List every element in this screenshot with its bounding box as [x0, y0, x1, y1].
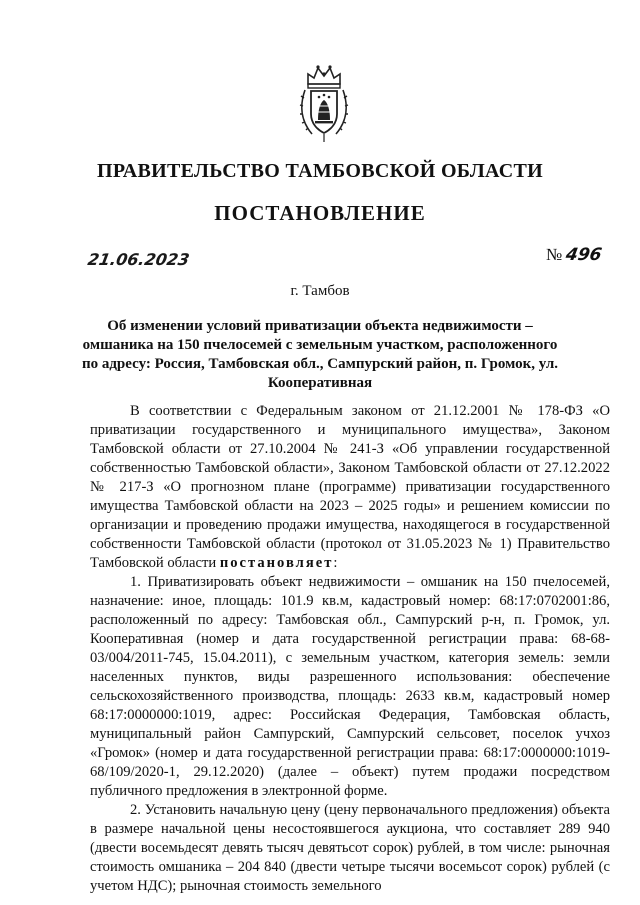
document-type: ПОСТАНОВЛЕНИЕ — [214, 201, 426, 225]
preamble-paragraph: В соответствии с Федеральным законом от 21.12.2001 № 178-ФЗ «О приватизации государственного и муниципального имущества», Законом Тамбовской области от 27.10.2004 № 241-З «Об управлении государственной собственностью Тамбовской области», Законом Тамбовской области от 27.12.2022 № 217-З «О прогнозном плане (программе) приватизации государственного имущества Тамбовской области на 2023 – 2025 годы» и решением комиссии по организации и проведению продажи имущества, находящегося в государственной собственности Тамбовской области (протокол от 31.05.2023 № 1) Правительство Тамбовской области постановляет: — [90, 403, 610, 571]
government-title: ПРАВИТЕЛЬСТВО ТАМБОВСКОЙ ОБЛАСТИ — [96, 160, 544, 182]
document-subject: Об изменении условий приватизации объекта недвижимости – омшаника на 150 пчелосемей с земельным участком, расположенного по адресу: Россия, Тамбовская обл., Сампурский район, п. Громок, ул. Кооперативная — [81, 318, 559, 391]
point-2-paragraph: 2. Установить начальную цену (цену первоначального предложения) объекта в размере начальной цены несостоявшегося аукциона, что составляет 289 940 (двести восемьдесят девять тысяч девятьсот сорок) рублей, в том числе: рыночная стоимость омшаника – 204 840 (двести четыре тысячи восемьсот сорок) рублей (с учетом НДС); рыночная стоимость земельного — [90, 802, 610, 894]
decree-word: постановляет — [219, 555, 334, 571]
preamble-text: В соответствии с Федеральным законом от 21.12.2001 № 178-ФЗ «О приватизации государственного и муниципального имущества», Законом Тамбовской области от 27.10.2004 № 241-З «Об управлении государственной собственностью Тамбовской области», Законом Тамбовской области от 27.12.2022 № 217-З «О прогнозном плане (программе) приватизации государственного имущества Тамбовской области на 2023 – 2025 годы» и решением комиссии по организации и проведению продажи имущества, находящегося в государственной собственности Тамбовской области (протокол от 31.05.2023 № 1) Правительство Тамбовской области — [90, 403, 610, 571]
number-value: 496 — [564, 245, 604, 265]
document-body — [90, 402, 610, 896]
point-1-paragraph: 1. Приватизировать объект недвижимости – омшаник на 150 пчелосемей, назначение: иное, площадь: 101.9 кв.м, кадастровый номер: 68:17:0702001:86, расположенный по адресу: Тамбовская обл., Сампурский р-н, п. Громок, ул. Кооперативная (номер и дата государственной регистрации права: 68-68-03/004/2011-745, 15.04.2011), с земельным участком, категория земель: земли населенных пунктов, виды разрешенного использования: обеспечение сельскохозяйственного производства, площадь: 2633 кв.м, кадастровый номер 68:17:0000000:1019, адрес: Российская Федерация, Тамбовская область, муниципальный район Сампурский, Сампурский сельсовет, поселок учхоз «Громок» (номер и дата государственной регистрации права: 68:17:0000000:1019-68/109/2020-1, 29.12.2020) (далее – объект) путем продажи посредством публичного предложения в электронной форме. — [90, 574, 610, 799]
tambov-coat-of-arms-icon — [298, 62, 350, 142]
city: г. Тамбов — [290, 283, 350, 299]
number-sign: № — [546, 245, 563, 264]
document-number — [546, 245, 602, 265]
document-date: 21.06.2023 — [86, 250, 191, 269]
